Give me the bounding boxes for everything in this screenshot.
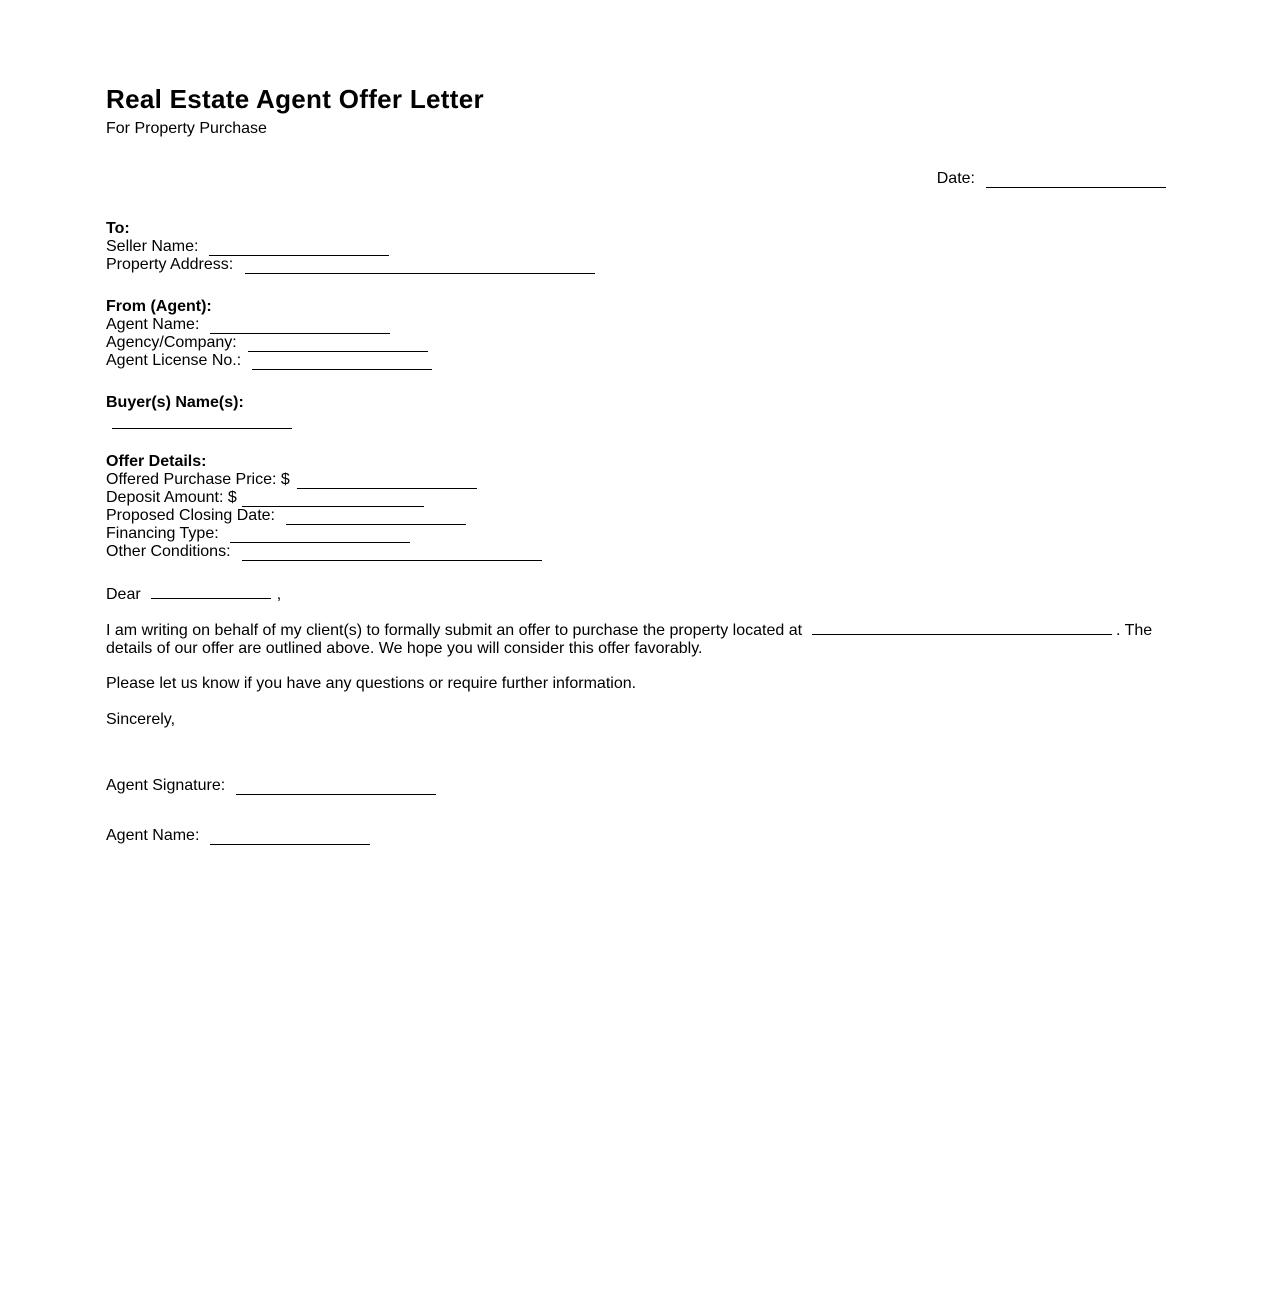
closing-date-field[interactable] [286, 508, 466, 525]
seller-name-field[interactable] [209, 239, 389, 256]
license-label: Agent License No.: [106, 352, 242, 369]
body-property-address-field[interactable] [812, 621, 1112, 635]
deposit-label: Deposit Amount: $ [106, 489, 237, 506]
closing-date-row [106, 507, 542, 525]
salutation-text: Dear [106, 586, 141, 603]
closing-date-label: Proposed Closing Date: [106, 507, 275, 524]
from-heading: From (Agent): [106, 298, 212, 315]
date-label: Date: [936, 170, 975, 187]
conditions-label: Other Conditions: [106, 543, 231, 560]
conditions-row [106, 543, 542, 561]
salutation-name-field[interactable] [151, 585, 271, 599]
license-field[interactable] [252, 353, 432, 370]
body-paragraph [106, 621, 1168, 658]
financing-label: Financing Type: [106, 525, 219, 542]
agent-name-field[interactable] [210, 317, 390, 334]
date-row [937, 170, 1166, 188]
buyers-field-row [106, 412, 244, 430]
buyers-heading: Buyer(s) Name(s): [106, 394, 244, 411]
financing-field[interactable] [230, 526, 410, 543]
to-section [106, 220, 595, 274]
property-address-row [106, 256, 595, 274]
date-field[interactable] [986, 171, 1166, 188]
signature-name-row [106, 827, 370, 845]
buyers-name-field[interactable] [112, 412, 292, 429]
agency-row [106, 334, 432, 352]
seller-name-row [106, 238, 595, 256]
price-field[interactable] [297, 472, 477, 489]
salutation-comma: , [276, 586, 282, 603]
from-section [106, 298, 432, 370]
closing-paragraph: Please let us know if you have any questions or require further information. [106, 675, 637, 692]
financing-row [106, 525, 542, 543]
deposit-field[interactable] [242, 490, 424, 507]
signature-name-line [106, 827, 370, 845]
deposit-row [106, 489, 542, 507]
price-label: Offered Purchase Price: $ [106, 471, 290, 488]
agent-name-label: Agent Name: [106, 316, 200, 333]
seller-name-label: Seller Name: [106, 238, 199, 255]
signoff: Sincerely, [106, 711, 176, 728]
price-row [106, 471, 542, 489]
salutation-line [106, 585, 1166, 604]
agency-label: Agency/Company: [106, 334, 237, 351]
document-subtitle: For Property Purchase [106, 120, 267, 137]
signature-row [106, 777, 436, 795]
license-row [106, 352, 432, 370]
buyers-section [106, 394, 244, 430]
signature-name-field[interactable] [210, 828, 370, 845]
signature-line [106, 777, 436, 795]
offer-details-section [106, 453, 542, 561]
signature-label: Agent Signature: [106, 777, 226, 794]
offer-details-heading: Offer Details: [106, 453, 207, 470]
signature-field[interactable] [236, 778, 436, 795]
body-text-start: I am writing on behalf of my client(s) to formally submit an offer to purchase the property located at [106, 622, 803, 639]
property-address-field[interactable] [245, 257, 595, 274]
signature-name-label: Agent Name: [106, 827, 200, 844]
conditions-field[interactable] [242, 544, 542, 561]
agent-name-row [106, 316, 432, 334]
agency-field[interactable] [248, 335, 428, 352]
property-address-label: Property Address: [106, 256, 234, 273]
document-title: Real Estate Agent Offer Letter [106, 84, 484, 114]
to-heading: To: [106, 220, 130, 237]
body-text-end: . The details of our offer are outlined above. We hope you will consider this offer favorably. [106, 622, 1153, 657]
